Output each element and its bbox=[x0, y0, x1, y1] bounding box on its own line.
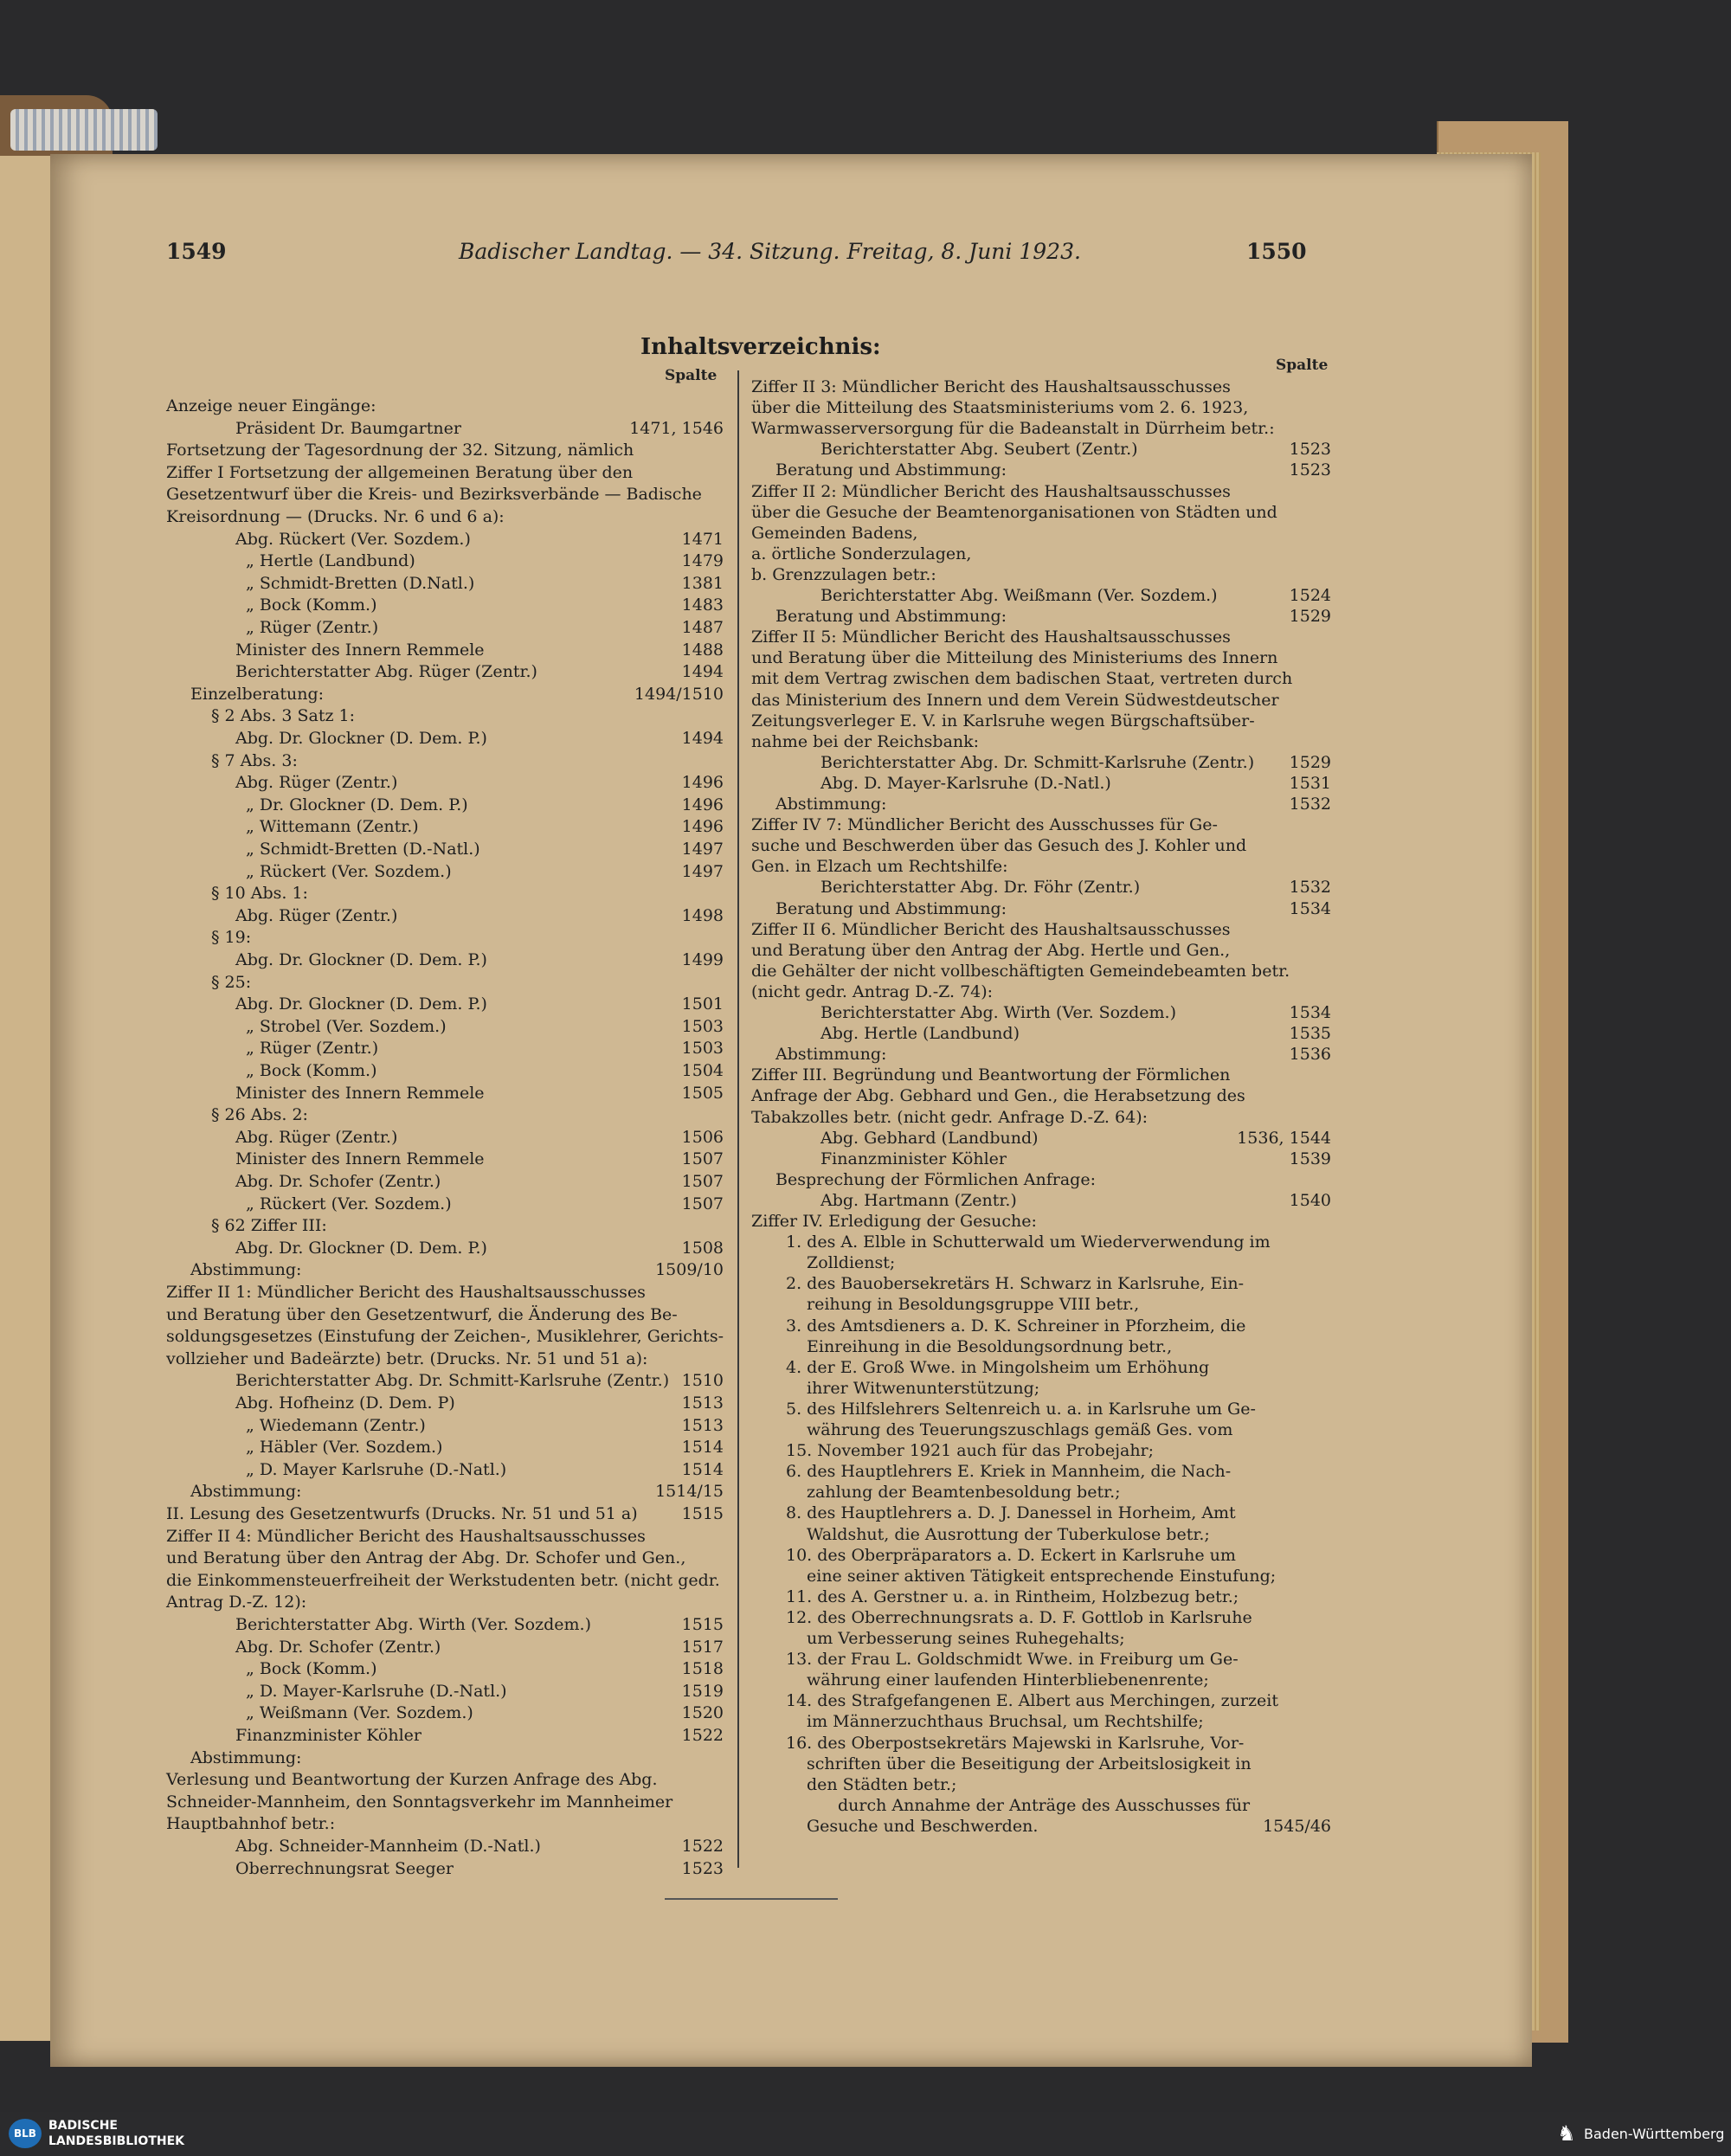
toc-entry-text: Berichterstatter Abg. Dr. Schmitt-Karlsruhe (Zentr.) bbox=[820, 752, 1255, 772]
toc-entry-column-ref: 1503 bbox=[681, 1016, 724, 1036]
toc-entry-text: Präsident Dr. Baumgartner bbox=[235, 418, 461, 438]
toc-entry-text: Antrag D.-Z. 12): bbox=[166, 1593, 307, 1612]
toc-entry-text: „ D. Mayer-Karlsruhe (D.-Natl.) bbox=[246, 1681, 507, 1701]
toc-entry-column-ref: 1523 bbox=[1289, 460, 1331, 480]
toc-entry-text: „ Wiedemann (Zentr.) bbox=[246, 1415, 426, 1435]
toc-entry-text: 15. November 1921 auch für das Probejahr; bbox=[786, 1441, 1155, 1461]
toc-entry-column-ref: 1471, 1546 bbox=[629, 418, 724, 438]
toc-entry-column-ref: 1540 bbox=[1289, 1190, 1331, 1210]
toc-entry-text: Finanzminister Köhler bbox=[820, 1149, 1007, 1168]
toc-entry-column-ref: 1483 bbox=[681, 595, 724, 615]
toc-entry-text: § 26 Abs. 2: bbox=[211, 1105, 308, 1125]
toc-entry-column-ref: 1539 bbox=[1289, 1149, 1331, 1168]
toc-entry-column-ref: 1515 bbox=[681, 1615, 724, 1634]
toc-entry-text: Ziffer III. Begründung und Beantwortung der Förmlichen bbox=[751, 1065, 1231, 1085]
toc-entry-text: Ziffer II 2: Mündlicher Bericht des Haushaltsausschusses bbox=[751, 481, 1231, 501]
toc-entry-text: Minister des Innern Remmele bbox=[235, 640, 485, 660]
toc-entry-text: Einreihung in die Besoldungsordnung betr., bbox=[807, 1336, 1173, 1356]
toc-entry-text: Minister des Innern Remmele bbox=[235, 1083, 485, 1103]
toc-entry-column-ref: 1535 bbox=[1289, 1024, 1331, 1044]
toc-entry-text: Fortsetzung der Tagesordnung der 32. Sitzung, nämlich bbox=[166, 441, 634, 460]
toc-entry-column-ref: 1471 bbox=[681, 529, 724, 549]
toc-entry-text: Ziffer IV. Erledigung der Gesuche: bbox=[751, 1212, 1037, 1231]
toc-entry-column-ref: 1518 bbox=[681, 1659, 724, 1679]
toc-entry-text: Beratung und Abstimmung: bbox=[775, 898, 1007, 918]
toc-entry-text: (nicht gedr. Antrag D.-Z. 74): bbox=[751, 981, 994, 1001]
toc-entry-column-ref: 1494/1510 bbox=[634, 684, 724, 704]
toc-entry-text: Abg. Dr. Schofer (Zentr.) bbox=[235, 1637, 441, 1657]
toc-entry-text: Abg. Hofheinz (D. Dem. P) bbox=[235, 1393, 455, 1413]
toc-entry-column-ref: 1487 bbox=[681, 618, 724, 637]
toc-entry-column-ref: 1505 bbox=[681, 1083, 724, 1103]
toc-entry-text: Abg. Dr. Glockner (D. Dem. P.) bbox=[235, 994, 487, 1014]
toc-entry-text: eine seiner aktiven Tätigkeit entsprechende Einstufung; bbox=[807, 1566, 1277, 1586]
bw-name: Baden-Württemberg bbox=[1584, 2126, 1725, 2142]
toc-entry-text: Schneider-Mannheim, den Sonntagsverkehr im Mannheimer bbox=[166, 1792, 673, 1812]
blb-name-line2: LANDESBIBLIOTHEK bbox=[48, 2134, 185, 2148]
toc-entry-text: 13. der Frau L. Goldschmidt Wwe. in Freiburg um Ge- bbox=[786, 1650, 1239, 1670]
toc-entry-text: Berichterstatter Abg. Dr. Schmitt-Karlsruhe (Zentr.) bbox=[235, 1371, 670, 1391]
toc-entry-column-ref: 1501 bbox=[681, 994, 724, 1014]
toc-entry-text: Abg. Dr. Glockner (D. Dem. P.) bbox=[235, 1238, 487, 1258]
toc-entry-column-ref: 1488 bbox=[681, 640, 724, 660]
toc-entry-text: den Städten betr.; bbox=[807, 1774, 957, 1794]
toc-entry-column-ref: 1534 bbox=[1289, 898, 1331, 918]
toc-entry-text: Abstimmung: bbox=[190, 1260, 302, 1280]
toc-entry-text: Ziffer II 3: Mündlicher Bericht des Haushaltsausschusses bbox=[751, 377, 1231, 396]
toc-entry-column-ref: 1506 bbox=[681, 1127, 724, 1147]
toc-entry-text: 12. des Oberrechnungsrats a. D. F. Gottlob in Karlsruhe bbox=[786, 1607, 1252, 1627]
toc-entry-text: nahme bei der Reichsbank: bbox=[751, 731, 980, 751]
toc-entry-text: Abstimmung: bbox=[190, 1747, 302, 1767]
toc-entry-text: Besprechung der Förmlichen Anfrage: bbox=[775, 1169, 1096, 1189]
toc-entry-text: um Verbesserung seines Ruhegehalts; bbox=[807, 1629, 1125, 1648]
toc-entry-text: Beratung und Abstimmung: bbox=[775, 460, 1007, 480]
toc-entry-column-ref: 1524 bbox=[1289, 586, 1331, 605]
toc-entry-text: „ Schmidt-Bretten (D.-Natl.) bbox=[246, 840, 480, 859]
toc-entry-text: Einzelberatung: bbox=[190, 684, 325, 704]
toc-entry-text: „ Hertle (Landbund) bbox=[246, 551, 415, 571]
toc-entry-column-ref: 1494 bbox=[681, 662, 724, 682]
toc-entry-column-ref: 1507 bbox=[681, 1149, 724, 1169]
toc-entry-text: Waldshut, die Ausrottung der Tuberkulose betr.; bbox=[807, 1524, 1210, 1544]
toc-entry-column-ref: 1531 bbox=[1289, 773, 1331, 793]
toc-entry-text: Abg. Rüger (Zentr.) bbox=[235, 773, 398, 793]
toc-entry-text: Berichterstatter Abg. Wirth (Ver. Sozdem.) bbox=[235, 1615, 591, 1634]
toc-entry-text: Ziffer IV 7: Mündlicher Bericht des Ausschusses für Ge- bbox=[751, 815, 1218, 835]
toc-entry-text: schriften über die Beseitigung der Arbeitslosigkeit in bbox=[807, 1754, 1252, 1773]
toc-entry-text: Gesetzentwurf über die Kreis- und Bezirksverbände — Badische bbox=[166, 485, 702, 505]
left-page-number: 1549 bbox=[166, 239, 227, 264]
toc-entry-column-ref: 1520 bbox=[681, 1703, 724, 1723]
toc-entry-text: und Beratung über die Mitteilung des Ministeriums des Innern bbox=[751, 648, 1278, 668]
toc-entry-text: vollzieher und Badeärzte) betr. (Drucks. Nr. 51 und 51 a): bbox=[166, 1348, 648, 1368]
toc-entry-text: Abg. Rüger (Zentr.) bbox=[235, 905, 398, 925]
toc-entry-text: Oberrechnungsrat Seeger bbox=[235, 1858, 454, 1878]
toc-entry-text: „ Dr. Glockner (D. Dem. P.) bbox=[246, 795, 468, 814]
blb-name-line1: BADISCHE bbox=[48, 2119, 118, 2133]
toc-entry-text: Gesuche und Beschwerden. bbox=[807, 1816, 1039, 1836]
toc-entry-text: § 2 Abs. 3 Satz 1: bbox=[211, 706, 356, 726]
toc-entry-column-ref: 1497 bbox=[681, 840, 724, 859]
toc-entry-column-ref: 1523 bbox=[681, 1858, 724, 1878]
right-column-label: Spalte bbox=[1276, 357, 1329, 374]
toc-entry-column-ref: 1515 bbox=[681, 1504, 724, 1523]
toc-entry-text: Zeitungsverleger E. V. in Karlsruhe wegen Bürgschaftsüber- bbox=[751, 711, 1255, 730]
toc-entry-text: 10. des Oberpräparators a. D. Eckert in Karlsruhe um bbox=[786, 1545, 1236, 1565]
toc-entry-text: 8. des Hauptlehrers a. D. J. Danessel in Horheim, Amt bbox=[786, 1503, 1236, 1523]
toc-entry-text: § 25: bbox=[211, 972, 252, 992]
toc-entry-column-ref: 1513 bbox=[681, 1393, 724, 1413]
toc-entry-text: die Einkommensteuerfreiheit der Werkstudenten betr. (nicht gedr. bbox=[166, 1570, 720, 1590]
toc-entry-text: Abg. Dr. Glockner (D. Dem. P.) bbox=[235, 729, 487, 748]
toc-entry-text: Gen. in Elzach um Rechtshilfe: bbox=[751, 857, 1008, 877]
toc-entry-text: über die Mitteilung des Staatsministeriums vom 2. 6. 1923, bbox=[751, 398, 1249, 418]
toc-entry-column-ref: 1496 bbox=[681, 795, 724, 814]
toc-entry-text: „ Wittemann (Zentr.) bbox=[246, 817, 419, 837]
toc-entry-text: und Beratung über den Gesetzentwurf, die Änderung des Be- bbox=[166, 1304, 678, 1324]
toc-entry-column-ref: 1536, 1544 bbox=[1237, 1128, 1331, 1148]
toc-entry-column-ref: 1381 bbox=[681, 573, 724, 593]
toc-entry-column-ref: 1498 bbox=[681, 905, 724, 925]
toc-entry-column-ref: 1514 bbox=[681, 1438, 724, 1458]
toc-entry-text: „ Strobel (Ver. Sozdem.) bbox=[246, 1016, 447, 1036]
toc-entry-text: „ Häbler (Ver. Sozdem.) bbox=[246, 1438, 443, 1458]
toc-entry-text: „ Rückert (Ver. Sozdem.) bbox=[246, 1194, 452, 1213]
toc-entry-text: Ziffer II 4: Mündlicher Bericht des Haushaltsausschusses bbox=[166, 1526, 646, 1546]
toc-entry-column-ref: 1519 bbox=[681, 1681, 724, 1701]
toc-entry-text: Gemeinden Badens, bbox=[751, 523, 918, 543]
toc-entry-column-ref: 1508 bbox=[681, 1238, 724, 1258]
toc-entry-text: „ D. Mayer Karlsruhe (D.-Natl.) bbox=[246, 1459, 507, 1479]
toc-entry-text: 5. des Hilfslehrers Seltenreich u. a. in Karlsruhe um Ge- bbox=[786, 1399, 1256, 1419]
right-page-number: 1550 bbox=[1246, 239, 1307, 264]
toc-entry-column-ref: 1529 bbox=[1289, 752, 1331, 772]
toc-entry-column-ref: 1497 bbox=[681, 861, 724, 881]
toc-entry-text: ihrer Witwenunterstützung; bbox=[807, 1378, 1040, 1398]
toc-entry-text: im Männerzuchthaus Bruchsal, um Rechtshilfe; bbox=[807, 1712, 1204, 1732]
toc-entry-text: „ Weißmann (Ver. Sozdem.) bbox=[246, 1703, 473, 1723]
toc-entry-text: Abg. Rüger (Zentr.) bbox=[235, 1127, 398, 1147]
toc-entry-text: reihung in Besoldungsgruppe VIII betr., bbox=[807, 1295, 1140, 1315]
toc-entry-text: Finanzminister Köhler bbox=[235, 1726, 421, 1745]
spine-band bbox=[10, 109, 158, 151]
toc-entry-text: Abg. Hertle (Landbund) bbox=[820, 1024, 1020, 1044]
toc-entry-text: soldungsgesetzes (Einstufung der Zeichen-, Musiklehrer, Gerichts- bbox=[166, 1327, 724, 1347]
toc-entry-column-ref: 1517 bbox=[681, 1637, 724, 1657]
toc-entry-text: Ziffer II 1: Mündlicher Bericht des Haushaltsausschusses bbox=[166, 1283, 646, 1302]
toc-entry-text: 14. des Strafgefangenen E. Albert aus Merchingen, zurzeit bbox=[786, 1691, 1278, 1711]
toc-entry-text: „ Rüger (Zentr.) bbox=[246, 1039, 379, 1059]
toc-entry-text: Zolldienst; bbox=[807, 1253, 896, 1273]
toc-entry-text: Abstimmung: bbox=[190, 1482, 302, 1502]
toc-entry-text: „ Bock (Komm.) bbox=[246, 1659, 377, 1679]
toc-entry-text: Abstimmung: bbox=[775, 795, 887, 814]
toc-entry-text: Hauptbahnhof betr.: bbox=[166, 1814, 336, 1834]
toc-entry-text: Ziffer II 6. Mündlicher Bericht des Haushaltsausschusses bbox=[751, 919, 1231, 939]
toc-entry-text: a. örtliche Sonderzulagen, bbox=[751, 544, 972, 563]
toc-entry-text: Abg. D. Mayer-Karlsruhe (D.-Natl.) bbox=[820, 773, 1111, 793]
toc-entry-text: 16. des Oberpostsekretärs Majewski in Karlsruhe, Vor- bbox=[786, 1733, 1245, 1753]
toc-entry-text: 6. des Hauptlehrers E. Kriek in Mannheim, die Nach- bbox=[786, 1462, 1232, 1482]
left-column-label: Spalte bbox=[665, 367, 717, 384]
toc-entry-column-ref: 1514 bbox=[681, 1459, 724, 1479]
toc-entry-text: Tabakzolles betr. (nicht gedr. Anfrage D.-Z. 64): bbox=[751, 1107, 1149, 1127]
toc-entry-column-ref: 1545/46 bbox=[1263, 1816, 1331, 1836]
bw-coat-of-arms-icon: ♞ bbox=[1557, 2121, 1576, 2146]
toc-entry-text: b. Grenzzulagen betr.: bbox=[751, 564, 936, 584]
toc-entry-text: das Ministerium des Innern und dem Verein Südwestdeutscher bbox=[751, 690, 1279, 710]
column-divider bbox=[737, 370, 739, 1868]
toc-entry-text: die Gehälter der nicht vollbeschäftigten Gemeindebeamten betr. bbox=[751, 961, 1290, 981]
footer-bar bbox=[0, 2112, 1731, 2156]
toc-entry-text: Minister des Innern Remmele bbox=[235, 1149, 485, 1169]
toc-entry-text: „ Rückert (Ver. Sozdem.) bbox=[246, 861, 452, 881]
toc-entry-text: 1. des A. Elble in Schutterwald um Wiederverwendung im bbox=[786, 1232, 1271, 1252]
toc-entry-text: Abg. Rückert (Ver. Sozdem.) bbox=[235, 529, 471, 549]
toc-entry-text: Beratung und Abstimmung: bbox=[775, 607, 1007, 627]
toc-entry-column-ref: 1507 bbox=[681, 1194, 724, 1213]
toc-entry-text: 11. des A. Gerstner u. a. in Rintheim, Holzbezug betr.; bbox=[786, 1586, 1239, 1606]
toc-entry-column-ref: 1494 bbox=[681, 729, 724, 748]
toc-entry-text: „ Rüger (Zentr.) bbox=[246, 618, 379, 637]
toc-entry-text: Abg. Gebhard (Landbund) bbox=[820, 1128, 1039, 1148]
toc-entry-text: „ Schmidt-Bretten (D.Natl.) bbox=[246, 573, 475, 593]
toc-entry-text: Berichterstatter Abg. Seubert (Zentr.) bbox=[820, 440, 1138, 460]
toc-entry-text: 4. der E. Groß Wwe. in Mingolsheim um Erhöhung bbox=[786, 1357, 1210, 1377]
toc-entry-text: „ Bock (Komm.) bbox=[246, 595, 377, 615]
toc-entry-text: Berichterstatter Abg. Rüger (Zentr.) bbox=[235, 662, 537, 682]
toc-entry-text: Berichterstatter Abg. Wirth (Ver. Sozdem.) bbox=[820, 1003, 1176, 1022]
toc-entry-column-ref: 1522 bbox=[681, 1726, 724, 1745]
toc-entry-text: Berichterstatter Abg. Weißmann (Ver. Sozdem.) bbox=[820, 586, 1218, 605]
toc-entry-column-ref: 1496 bbox=[681, 817, 724, 837]
toc-entry-text: Abg. Dr. Schofer (Zentr.) bbox=[235, 1172, 441, 1191]
toc-entry-text: mit dem Vertrag zwischen dem badischen Staat, vertreten durch bbox=[751, 669, 1293, 689]
toc-entry-text: Kreisordnung — (Drucks. Nr. 6 und 6 a): bbox=[166, 507, 505, 526]
toc-entry-text: Ziffer II 5: Mündlicher Bericht des Haushaltsausschusses bbox=[751, 627, 1231, 647]
toc-entry-column-ref: 1523 bbox=[1289, 440, 1331, 460]
toc-entry-column-ref: 1499 bbox=[681, 950, 724, 969]
toc-entry-text: und Beratung über den Antrag der Abg. Hertle und Gen., bbox=[751, 940, 1231, 960]
end-rule bbox=[665, 1898, 838, 1900]
toc-entry-text: Berichterstatter Abg. Dr. Föhr (Zentr.) bbox=[820, 878, 1141, 898]
toc-entry-text: Anzeige neuer Eingänge: bbox=[166, 396, 376, 415]
toc-entry-text: zahlung der Beamtenbesoldung betr.; bbox=[807, 1483, 1121, 1503]
toc-entry-column-ref: 1514/15 bbox=[655, 1482, 724, 1502]
toc-entry-text: Anfrage der Abg. Gebhard und Gen., die Herabsetzung des bbox=[751, 1086, 1245, 1106]
toc-entry-text: Verlesung und Beantwortung der Kurzen Anfrage des Abg. bbox=[166, 1770, 658, 1790]
toc-entry-column-ref: 1507 bbox=[681, 1172, 724, 1191]
toc-entry-text: und Beratung über den Antrag der Abg. Dr. Schofer und Gen., bbox=[166, 1548, 686, 1568]
running-header: Badischer Landtag. — 34. Sitzung. Freitag, 8. Juni 1923. bbox=[459, 239, 1081, 264]
toc-entry-column-ref: 1503 bbox=[681, 1039, 724, 1059]
toc-entry-column-ref: 1513 bbox=[681, 1415, 724, 1435]
toc-entry-column-ref: 1529 bbox=[1289, 607, 1331, 627]
toc-entry-text: durch Annahme der Anträge des Ausschusses für bbox=[838, 1795, 1251, 1815]
toc-entry-column-ref: 1496 bbox=[681, 773, 724, 793]
toc-entry-text: II. Lesung des Gesetzentwurfs (Drucks. Nr. 51 und 51 a) bbox=[166, 1504, 638, 1523]
toc-entry-column-ref: 1479 bbox=[681, 551, 724, 571]
toc-entry-column-ref: 1532 bbox=[1289, 795, 1331, 814]
toc-entry-text: § 7 Abs. 3: bbox=[211, 750, 298, 770]
toc-entry-text: suche und Beschwerden über das Gesuch des J. Kohler und bbox=[751, 836, 1247, 856]
toc-entry-column-ref: 1504 bbox=[681, 1061, 724, 1080]
toc-entry-text: Abstimmung: bbox=[775, 1045, 887, 1065]
toc-entry-text: Ziffer I Fortsetzung der allgemeinen Beratung über den bbox=[166, 462, 634, 482]
toc-entry-text: 3. des Amtsdieners a. D. K. Schreiner in Pforzheim, die bbox=[786, 1316, 1246, 1335]
toc-entry-column-ref: 1532 bbox=[1289, 878, 1331, 898]
toc-entry-text: „ Bock (Komm.) bbox=[246, 1061, 377, 1080]
toc-entry-text: § 10 Abs. 1: bbox=[211, 884, 308, 904]
toc-entry-text: währung einer laufenden Hinterbliebenenrente; bbox=[807, 1670, 1209, 1690]
toc-entry-text: Abg. Schneider-Mannheim (D.-Natl.) bbox=[235, 1837, 541, 1856]
toc-entry-text: Warmwasserversorgung für die Badeanstalt in Dürrheim betr.: bbox=[751, 419, 1275, 439]
toc-entry-column-ref: 1510 bbox=[681, 1371, 724, 1391]
toc-entry-column-ref: 1534 bbox=[1289, 1003, 1331, 1022]
toc-entry-column-ref: 1509/10 bbox=[655, 1260, 724, 1280]
toc-entry-text: währung des Teuerungszuschlags gemäß Ges. vom bbox=[807, 1420, 1233, 1439]
toc-entry-text: § 19: bbox=[211, 928, 252, 948]
toc-entry-column-ref: 1536 bbox=[1289, 1045, 1331, 1065]
toc-entry-column-ref: 1522 bbox=[681, 1837, 724, 1856]
toc-title: Inhaltsverzeichnis: bbox=[640, 334, 881, 360]
blb-logo-icon: BLB bbox=[9, 2119, 42, 2148]
toc-entry-text: § 62 Ziffer III: bbox=[211, 1216, 327, 1236]
toc-entry-text: Abg. Dr. Glockner (D. Dem. P.) bbox=[235, 950, 487, 969]
toc-entry-text: über die Gesuche der Beamtenorganisationen von Städten und bbox=[751, 502, 1277, 522]
toc-entry-text: Abg. Hartmann (Zentr.) bbox=[820, 1190, 1017, 1210]
toc-entry-text: 2. des Bauobersekretärs H. Schwarz in Karlsruhe, Ein- bbox=[786, 1274, 1245, 1294]
